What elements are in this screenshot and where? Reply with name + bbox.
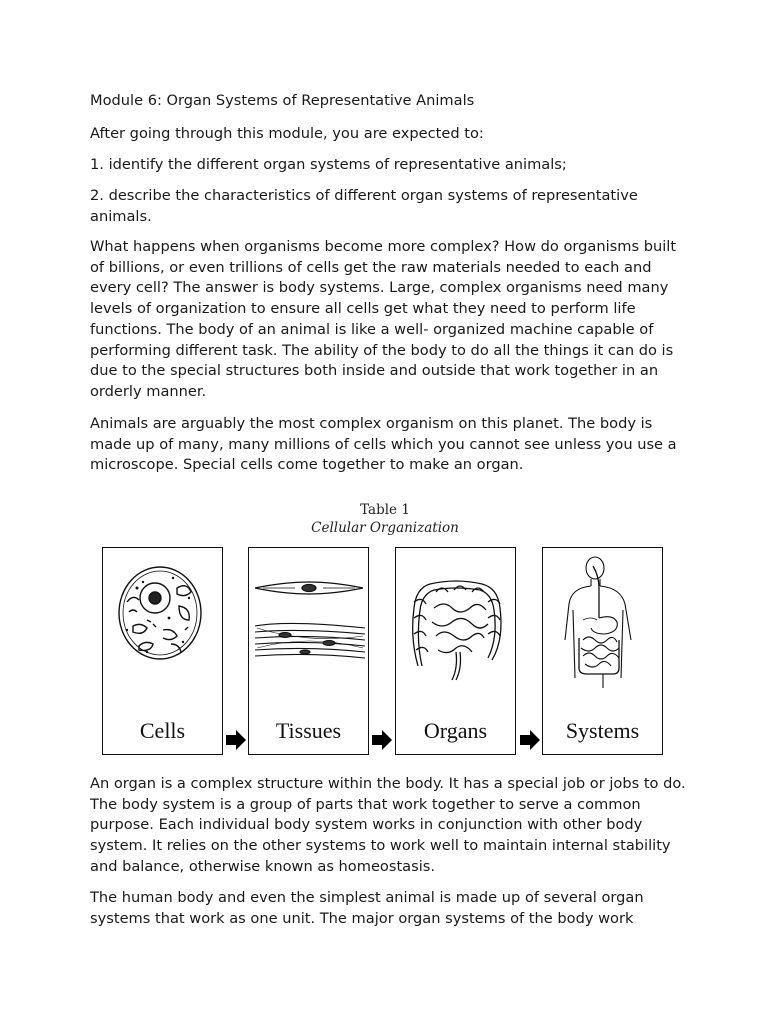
arrow-right-icon xyxy=(371,729,393,751)
module-heading: Module 6: Organ Systems of Representative Animals xyxy=(90,92,475,109)
stage-label-systems: Systems xyxy=(565,718,640,743)
objective-2: 2. describe the characteristics of different organ systems of representative animals. xyxy=(90,187,638,225)
stage-tissues xyxy=(248,547,369,755)
figure-title: Table 1 xyxy=(360,502,410,518)
stage-organs xyxy=(395,547,516,755)
stage-label-cells: Cells xyxy=(139,718,186,743)
paragraph-complexity: What happens when organisms become more complex? How do organisms built of billions, or even trillions of cells get the raw materials needed to each and every cell? The answer is body systems. Large, complex organisms need many levels of organization to ensure all cells get what they need to perform life functions. The body of an animal is like a well- organized machine capable of performing different task. The ability of the body to do all the things it can do is due to the special structures both inside and outside that work together in an orderly manner. xyxy=(90,238,677,400)
intro-text: After going through this module, you are expected to: xyxy=(90,125,484,142)
stage-cells xyxy=(102,547,223,755)
stage-label-tissues: Tissues xyxy=(275,718,342,743)
objective-1: 1. identify the different organ systems of representative animals; xyxy=(90,156,567,173)
muscle-tissue-icon xyxy=(249,548,370,708)
intestine-organ-icon xyxy=(396,548,517,708)
cellular-organization-figure xyxy=(90,498,680,764)
arrow-right-icon xyxy=(519,729,541,751)
paragraph-organ-systems: The human body and even the simplest animal is made up of several organ systems that work as one unit. The major organ systems of the body work xyxy=(90,889,644,927)
animal-cell-icon xyxy=(103,548,224,708)
stage-label-organs: Organs xyxy=(423,718,488,743)
figure-subtitle: Cellular Organization xyxy=(311,520,459,536)
paragraph-animals: Animals are arguably the most complex organism on this planet. The body is made up of many, many millions of cells which you cannot see unless you use a microscope. Special cells come together to make an organ. xyxy=(90,415,677,474)
digestive-system-icon xyxy=(543,548,664,708)
paragraph-organ: An organ is a complex structure within the body. It has a special job or jobs to do. The body system is a group of parts that work together to serve a common purpose. Each individual body system works in conjunction with other body system. It relies on the other systems to work well to maintain internal stability and balance, otherwise known as homeostasis. xyxy=(90,775,686,875)
stage-systems xyxy=(542,547,663,755)
arrow-right-icon xyxy=(225,729,247,751)
